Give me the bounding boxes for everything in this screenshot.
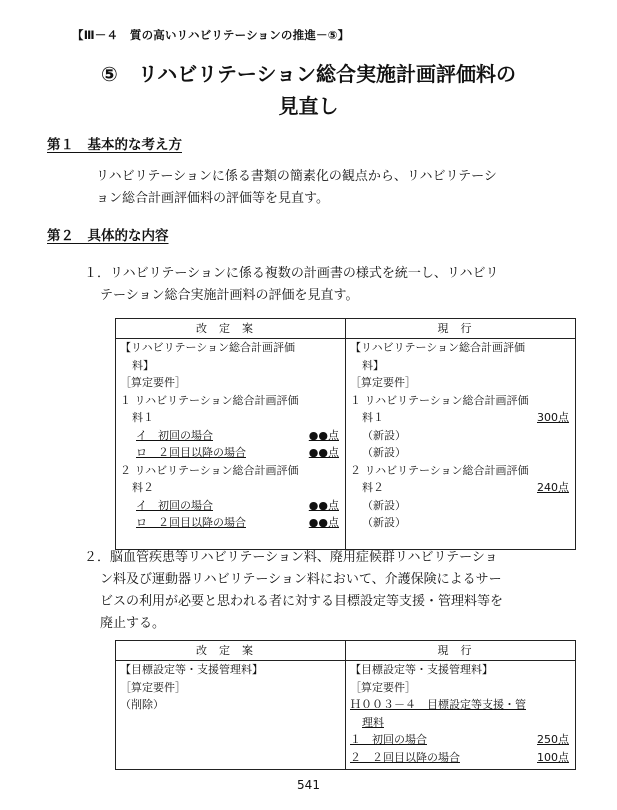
t1l-item2a: ２ リハビリテーション総合計画評価 [120,463,299,477]
t1l-sub4 [120,514,341,532]
comparison-table-2 [115,640,576,770]
t1r-title2: 料】 [362,358,384,372]
t1l-title1: 【リハビリテーション総合計画評価 [120,341,296,354]
item2-line2: ン料及び運動器リハビリテーション料において、介護保険によるサー [100,572,502,587]
page-number: 541 [297,778,320,792]
item1-text [84,263,584,307]
table2-current-cell [346,661,576,770]
table2-header-current: 現行 [346,641,576,661]
item1-line1: １．リハビリテーションに係る複数の計画書の様式を統一し、リハビリ [84,266,499,281]
item2-text [84,547,584,635]
t1l-item1b: 料１ [132,411,154,424]
t2r-req: ［算定要件］ [350,680,416,694]
t2r-title: 【目標設定等・支援管理料】 [350,663,493,676]
t1r-new4: （新設） [362,516,406,529]
t1r-title1: 【リハビリテーション総合計画評価 [350,341,526,354]
t1r-item2b-label: 料２ [362,481,384,494]
section1-body [96,166,576,210]
item2-line3: ビスの利用が必要と思われる者に対する目標設定等支援・管理料等を [100,594,504,609]
t2r-sub1-label: １ 初回の場合 [350,733,427,746]
t2r-sub1-value: 250点 [537,733,569,746]
t1r-item1-value: 300点 [537,411,569,424]
table2-proposed-cell [116,661,346,770]
t1l-sub4-label: ロ ２回目以降の場合 [136,516,246,529]
t1l-sub1-label: イ 初回の場合 [136,428,213,442]
t1l-sub1-value: ●●点 [308,428,339,442]
t2r-sub2 [350,749,571,767]
t2r-sub2-label: ２ ２回目以降の場合 [350,750,460,764]
t1r-item2b [350,479,571,497]
page-title-line1: ⑤ リハビリテーション総合実施計画評価料の [100,62,517,86]
comparison-table-1 [115,318,576,550]
t1r-item2a: ２ リハビリテーション総合計画評価 [350,463,529,477]
section1-heading: 第１ 基本的な考え方 [47,137,182,153]
table1-header-proposed: 改定案 [116,319,346,339]
t1l-item2b: 料２ [132,481,154,494]
t1l-sub2-value: ●●点 [308,446,339,459]
t1l-item1a: １ リハビリテーション総合計画評価 [120,393,299,407]
t1l-sub2-label: ロ ２回目以降の場合 [136,446,246,459]
section2-heading: 第２ 具体的な内容 [47,228,169,244]
t1l-req: ［算定要件］ [120,376,186,389]
item1-line2: テーション総合実施計画料の評価を見直す。 [100,288,359,303]
t2r-code2-text: 理料 [362,715,384,729]
t1r-req: ［算定要件］ [350,376,416,389]
page-title-line2: 見直し [278,94,339,118]
t1l-sub1 [120,427,341,445]
t1l-sub2 [120,444,341,462]
t1r-item1a: １ リハビリテーション総合計画評価 [350,393,529,407]
section-tag: 【Ⅲ－４ 質の高いリハビリテーションの推進－⑤】 [72,28,350,42]
t1r-item1b-label: 料１ [362,411,384,424]
item2-line4: 廃止する。 [100,616,166,631]
t1l-sub3-label: イ 初回の場合 [136,498,213,512]
t2l-title: 【目標設定等・支援管理料】 [120,663,263,676]
t2l-deleted: （削除） [120,698,164,711]
t1l-sub3 [120,497,341,515]
t1r-item1b [350,409,571,427]
t2r-sub1 [350,731,571,749]
t2l-req: ［算定要件］ [120,680,186,694]
t2r-code: Ｈ００３－４ 目標設定等支援・管 [350,698,526,711]
section1-line1: リハビリテーションに係る書類の簡素化の観点から、リハビリテーシ [96,169,497,184]
t2r-code2 [350,714,571,732]
t1r-new3: （新設） [362,498,406,512]
t1l-title2: 料】 [132,358,154,372]
t1r-item2-value: 240点 [537,481,569,494]
table1-proposed-cell [116,339,346,550]
t1r-new1: （新設） [362,428,406,442]
t2r-sub2-value: 100点 [537,750,569,764]
table2-header-proposed: 改定案 [116,641,346,661]
item2-line1: ２．脳血管疾患等リハビリテーション料、廃用症候群リハビリテーショ [84,550,498,565]
t1r-new2: （新設） [362,446,406,459]
table1-current-cell [346,339,576,550]
t1l-sub3-value: ●●点 [308,498,339,512]
t1l-sub4-value: ●●点 [308,516,339,529]
table1-header-current: 現行 [346,319,576,339]
section1-line2: ョン総合計画評価料の評価等を見直す。 [96,191,329,206]
